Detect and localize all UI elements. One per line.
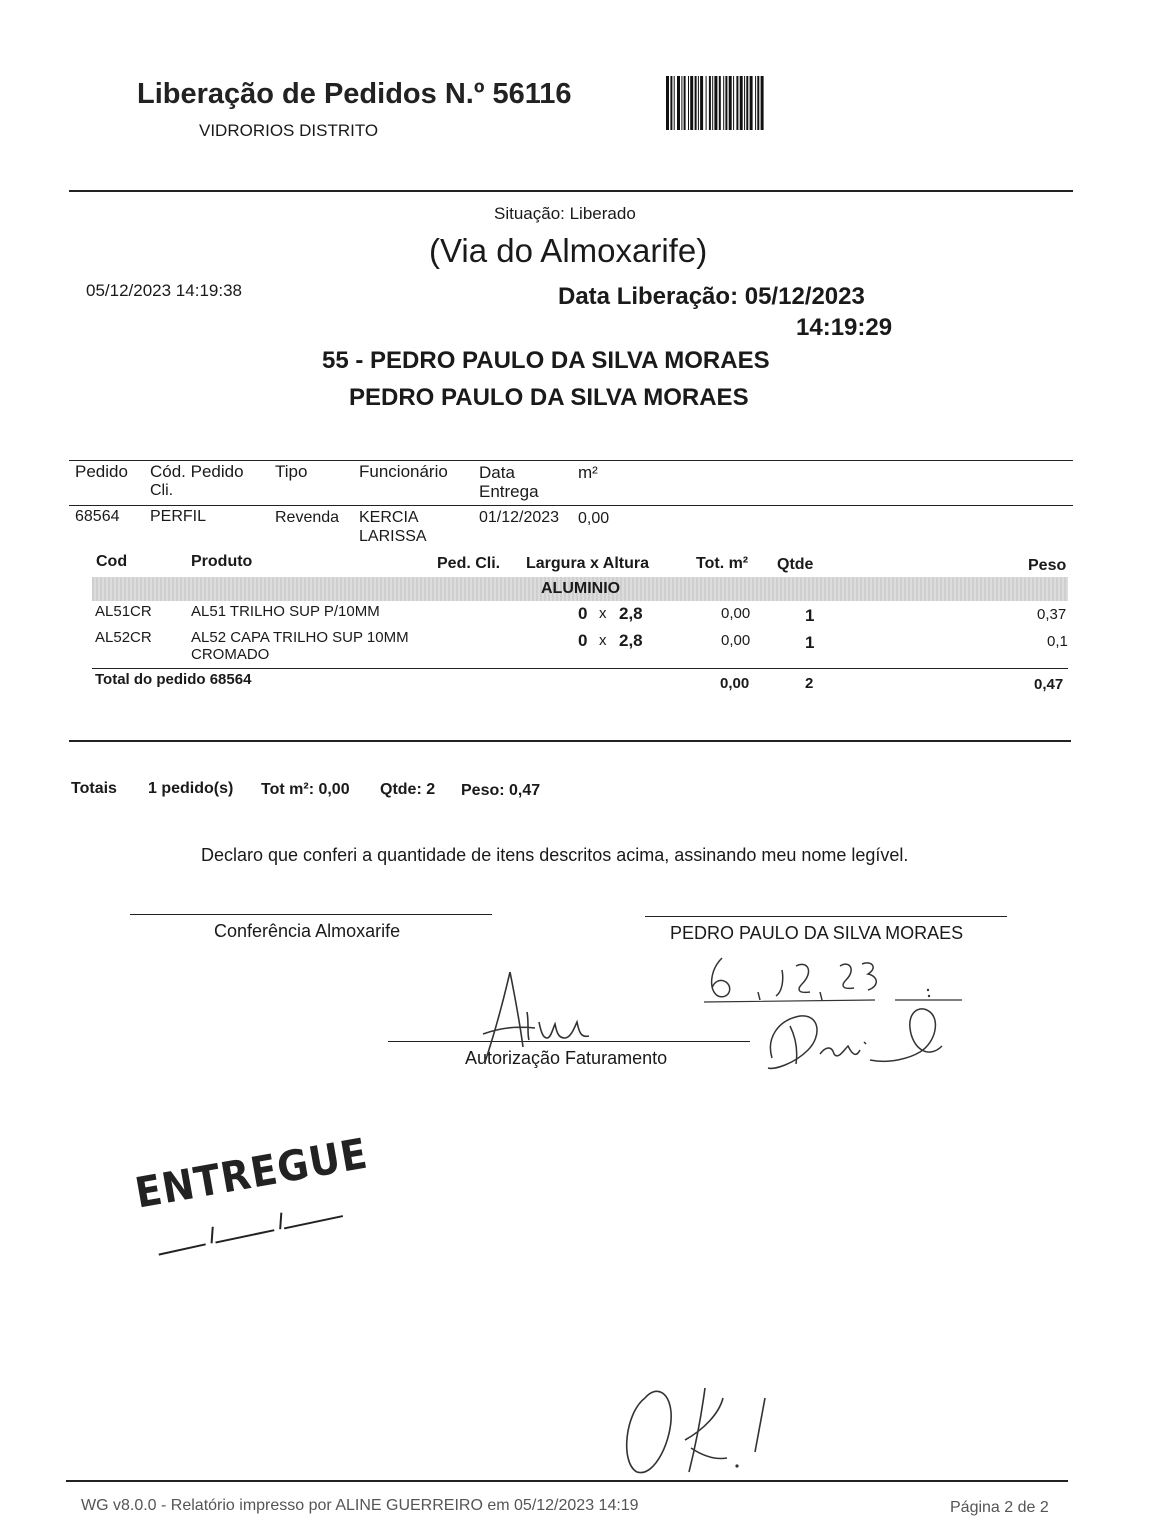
col-header-entrega: Entrega: [479, 482, 539, 501]
declaration-text: Declaro que conferi a quantidade de itens descritos acima, assinando meu nome legível.: [201, 845, 909, 865]
company-name: VIDRORIOS DISTRITO: [199, 121, 379, 140]
items-header-largura-altura: Largura x Altura: [526, 555, 649, 572]
status-situacao: Situação: Liberado: [494, 204, 636, 223]
item-cod: AL52CR: [95, 629, 152, 646]
col-header-cli: Cli.: [150, 482, 174, 499]
items-header-ped-cli: Ped. Cli.: [437, 555, 501, 572]
col-header-m2: m²: [578, 463, 598, 482]
table-header-rule: [69, 505, 1073, 506]
item-tot-m2: 0,00: [721, 632, 751, 649]
items-header-tot-m2: Tot. m²: [696, 555, 749, 572]
delivered-stamp: [132, 1131, 379, 1258]
order-funcionario-1: KERCIA: [359, 509, 419, 526]
order-total-qtde: 2: [805, 675, 814, 692]
item-largura: 0: [578, 604, 588, 623]
totals-qtde: Qtde: 2: [380, 781, 436, 798]
footer-print-info: WG v8.0.0 - Relatório impresso por ALINE GUERREIRO em 05/12/2023 14:19: [81, 1497, 639, 1514]
group-label: ALUMINIO: [541, 580, 621, 597]
col-header-pedido: Pedido: [75, 462, 128, 481]
item-qtde: 1: [805, 606, 815, 625]
handwritten-ok: [615, 1368, 785, 1483]
copy-type: (Via do Almoxarife): [429, 232, 708, 269]
page-number: Página 2 de 2: [950, 1499, 1049, 1516]
items-header-produto: Produto: [191, 553, 253, 570]
col-header-tipo: Tipo: [275, 462, 308, 481]
totals-pedidos: 1 pedido(s): [148, 780, 234, 797]
item-altura: 2,8: [619, 604, 643, 623]
liberacao-time: 14:19:29: [796, 314, 893, 341]
col-header-funcionario: Funcionário: [359, 462, 448, 481]
items-header-cod: Cod: [96, 553, 128, 570]
conferencia-label: Conferência Almoxarife: [214, 921, 401, 941]
order-cod-pedido: PERFIL: [150, 508, 207, 525]
client-code-name: 55 - PEDRO PAULO DA SILVA MORAES: [322, 347, 770, 374]
totals-label: Totais: [71, 780, 117, 797]
printed-timestamp: 05/12/2023 14:19:38: [86, 281, 242, 300]
item-x: x: [599, 605, 607, 622]
col-header-data: Data: [479, 463, 515, 482]
order-funcionario-2: LARISSA: [359, 528, 427, 545]
handwritten-signature-client: [760, 998, 950, 1078]
divider: [69, 740, 1071, 742]
item-tot-m2: 0,00: [721, 605, 751, 622]
order-data-entrega: 01/12/2023: [479, 509, 560, 526]
item-x: x: [599, 632, 607, 649]
totals-tot-m2: Tot m²: 0,00: [261, 781, 350, 798]
order-total-m2: 0,00: [720, 675, 750, 692]
footer-rule: [66, 1480, 1068, 1482]
item-altura: 2,8: [619, 631, 643, 650]
barcode-icon: [666, 76, 844, 130]
document-title: Liberação de Pedidos N.º 56116: [137, 78, 572, 110]
order-total-peso: 0,47: [1034, 676, 1064, 693]
order-tipo: Revenda: [275, 509, 340, 526]
order-m2: 0,00: [578, 510, 610, 527]
totals-peso: Peso: 0,47: [461, 782, 541, 799]
item-qtde: 1: [805, 633, 815, 652]
item-peso: 0,37: [1037, 606, 1067, 623]
item-largura: 0: [578, 631, 588, 650]
order-pedido: 68564: [75, 508, 120, 525]
signature-line-conferencia: [130, 914, 492, 915]
divider: [69, 190, 1073, 192]
signer-name: PEDRO PAULO DA SILVA MORAES: [670, 923, 964, 943]
autorizacao-label: Autorização Faturamento: [465, 1048, 668, 1068]
item-produto-line2: CROMADO: [191, 646, 270, 663]
table-top-rule: [69, 460, 1073, 461]
handwritten-signature-autorizacao: [455, 962, 605, 1072]
liberacao-date: Data Liberação: 05/12/2023: [558, 283, 865, 310]
items-header-qtde: Qtde: [777, 556, 814, 573]
item-produto: AL51 TRILHO SUP P/10MM: [191, 603, 380, 620]
client-name: PEDRO PAULO DA SILVA MORAES: [349, 384, 749, 411]
order-total-label: Total do pedido 68564: [95, 671, 252, 688]
items-header-peso: Peso: [1028, 557, 1067, 574]
col-header-cod-pedido: Cód. Pedido: [150, 462, 244, 481]
item-cod: AL51CR: [95, 603, 152, 620]
item-produto: AL52 CAPA TRILHO SUP 10MM: [191, 629, 409, 646]
signature-line-signer: [645, 916, 1007, 917]
stamp-text: ENTREGUE: [131, 1129, 372, 1218]
total-rule: [92, 668, 1068, 669]
item-peso: 0,1: [1047, 633, 1068, 650]
